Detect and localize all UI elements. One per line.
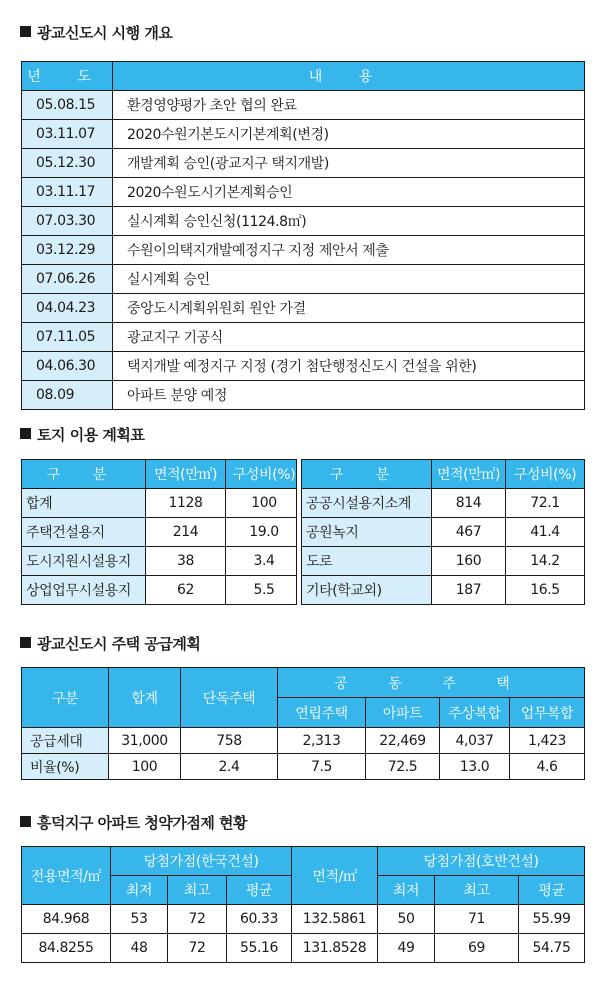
square-bullet-icon (20, 428, 31, 439)
apartment-score: 54.75 (519, 934, 585, 963)
housing-value: 4.6 (510, 754, 585, 780)
apartment-header-area2: 면적/㎡ (292, 847, 378, 905)
landuse-row (22, 518, 303, 547)
history-row (22, 323, 585, 352)
housing-value: 72.5 (366, 754, 440, 780)
square-bullet-icon (20, 816, 31, 827)
landuse-left-header-row (22, 460, 303, 489)
landuse-area: 160 (432, 547, 506, 576)
apartment-score: 55.16 (227, 934, 292, 963)
landuse-ratio: 14.2 (506, 547, 585, 576)
apartment-score: 69 (435, 934, 519, 963)
apartment-subheader: 최고 (168, 876, 227, 905)
history-date: 04.06.30 (22, 352, 113, 381)
apartment-section-title: 흥덕지구 아파트 청약가점제 현황 (20, 812, 247, 833)
apartment-score: 60.33 (227, 905, 292, 934)
history-row (22, 91, 585, 120)
apartment-score: 53 (111, 905, 168, 934)
history-header-row (22, 62, 585, 91)
history-date: 03.12.29 (22, 236, 113, 265)
landuse-table-right (301, 459, 585, 605)
square-bullet-icon (20, 26, 31, 37)
apartment-score: 72 (168, 934, 227, 963)
apartment-header-group1: 당첨가점(한국건설) (111, 847, 292, 876)
landuse-ratio: 3.4 (226, 547, 303, 576)
apartment-header-area1: 전용면적/㎡ (22, 847, 111, 905)
history-date: 08.09 (22, 381, 113, 410)
history-header-content: 내 용 (113, 62, 585, 91)
history-row (22, 178, 585, 207)
landuse-name: 공공시설용지소계 (302, 489, 432, 518)
apartment-subheader: 평균 (227, 876, 292, 905)
landuse-ratio: 16.5 (506, 576, 585, 605)
history-content: 2020수원도시기본계획승인 (113, 178, 585, 207)
landuse-section-title: 토지 이용 계획표 (20, 424, 144, 445)
history-date: 03.11.07 (22, 120, 113, 149)
landuse-header-category: 구 분 (22, 460, 146, 489)
housing-value: 2.4 (181, 754, 278, 780)
housing-value: 100 (109, 754, 181, 780)
landuse-name: 공원녹지 (302, 518, 432, 547)
history-date: 03.11.17 (22, 178, 113, 207)
history-table (21, 61, 585, 410)
landuse-row (302, 518, 585, 547)
history-header-year: 년 도 (22, 62, 113, 91)
housing-header-category: 구분 (22, 668, 109, 728)
housing-subheader: 아파트 (366, 698, 440, 728)
apartment-header-row (22, 847, 585, 876)
apartment-subheader: 최저 (378, 876, 435, 905)
history-content: 실시계획 승인신청(1124.8㎡) (113, 207, 585, 236)
landuse-header-area: 면적(만㎡) (432, 460, 506, 489)
history-row (22, 149, 585, 178)
history-content: 중앙도시계획위원회 원안 가결 (113, 294, 585, 323)
history-row (22, 265, 585, 294)
housing-value: 22,469 (366, 728, 440, 754)
history-date: 05.08.15 (22, 91, 113, 120)
landuse-name: 도로 (302, 547, 432, 576)
housing-header-apartment-group: 공 동 주 택 (278, 668, 585, 698)
landuse-name: 주택건설용지 (22, 518, 146, 547)
apartment-row (22, 905, 585, 934)
housing-header-detached: 단독주택 (181, 668, 278, 728)
history-date: 05.12.30 (22, 149, 113, 178)
apartment-area1: 84.8255 (22, 934, 111, 963)
housing-row-label: 공급세대 (22, 728, 109, 754)
apartment-score: 72 (168, 905, 227, 934)
housing-subheader: 업무복합 (510, 698, 585, 728)
history-content: 2020수원기본도시기본계획(변경) (113, 120, 585, 149)
housing-subheader: 연립주택 (278, 698, 366, 728)
history-content: 실시계획 승인 (113, 265, 585, 294)
history-date: 04.04.23 (22, 294, 113, 323)
apartment-header-group2: 당첨가점(호반건설) (378, 847, 585, 876)
apartment-subheader: 평균 (519, 876, 585, 905)
landuse-ratio: 41.4 (506, 518, 585, 547)
landuse-ratio: 19.0 (226, 518, 303, 547)
landuse-name: 합계 (22, 489, 146, 518)
apartment-subheader: 최저 (111, 876, 168, 905)
history-content: 개발계획 승인(광교지구 택지개발) (113, 149, 585, 178)
landuse-ratio: 72.1 (506, 489, 585, 518)
history-row (22, 381, 585, 410)
history-content: 택지개발 예정지구 지정 (경기 첨단행정신도시 건설을 위한) (113, 352, 585, 381)
housing-value: 1,423 (510, 728, 585, 754)
apartment-table (21, 846, 585, 963)
apartment-score: 49 (378, 934, 435, 963)
landuse-area: 467 (432, 518, 506, 547)
history-date: 07.03.30 (22, 207, 113, 236)
housing-section-title: 광교신도시 주택 공급계획 (20, 633, 200, 654)
landuse-area: 62 (146, 576, 226, 605)
apartment-area2: 132.5861 (292, 905, 378, 934)
housing-subheader: 주상복합 (440, 698, 510, 728)
landuse-name: 도시지원시설용지 (22, 547, 146, 576)
apartment-score: 55.99 (519, 905, 585, 934)
landuse-row (302, 489, 585, 518)
housing-value: 31,000 (109, 728, 181, 754)
history-row (22, 352, 585, 381)
square-bullet-icon (20, 637, 31, 648)
history-row (22, 236, 585, 265)
apartment-row (22, 934, 585, 963)
housing-row-label: 비율(%) (22, 754, 109, 780)
history-row (22, 120, 585, 149)
landuse-right-header-row (302, 460, 585, 489)
housing-header-total: 합계 (109, 668, 181, 728)
landuse-area: 214 (146, 518, 226, 547)
landuse-row (22, 547, 303, 576)
landuse-header-ratio: 구성비(%) (506, 460, 585, 489)
landuse-row (22, 576, 303, 605)
landuse-row (22, 489, 303, 518)
landuse-header-ratio: 구성비(%) (226, 460, 303, 489)
landuse-row (302, 547, 585, 576)
housing-value: 7.5 (278, 754, 366, 780)
apartment-score: 48 (111, 934, 168, 963)
landuse-row (302, 576, 585, 605)
housing-value: 4,037 (440, 728, 510, 754)
landuse-header-category: 구 분 (302, 460, 432, 489)
history-row (22, 207, 585, 236)
apartment-score: 71 (435, 905, 519, 934)
history-content: 환경영양평가 초안 협의 완료 (113, 91, 585, 120)
landuse-header-area: 면적(만㎡) (146, 460, 226, 489)
history-content: 수원이의택지개발예정지구 지정 제안서 제출 (113, 236, 585, 265)
apartment-score: 50 (378, 905, 435, 934)
housing-row (22, 754, 585, 780)
landuse-ratio: 100 (226, 489, 303, 518)
housing-row (22, 728, 585, 754)
landuse-table-left (21, 459, 303, 605)
housing-value: 2,313 (278, 728, 366, 754)
landuse-area: 1128 (146, 489, 226, 518)
apartment-area2: 131.8528 (292, 934, 378, 963)
history-date: 07.06.26 (22, 265, 113, 294)
apartment-area1: 84.968 (22, 905, 111, 934)
landuse-area: 814 (432, 489, 506, 518)
landuse-area: 38 (146, 547, 226, 576)
landuse-area: 187 (432, 576, 506, 605)
housing-value: 13.0 (440, 754, 510, 780)
history-content: 광교지구 기공식 (113, 323, 585, 352)
apartment-subheader: 최고 (435, 876, 519, 905)
landuse-ratio: 5.5 (226, 576, 303, 605)
history-section-title: 광교신도시 시행 개요 (20, 22, 172, 43)
landuse-name: 기타(학교외) (302, 576, 432, 605)
housing-header-row (22, 668, 585, 698)
landuse-name: 상업업무시설용지 (22, 576, 146, 605)
housing-value: 758 (181, 728, 278, 754)
history-date: 07.11.05 (22, 323, 113, 352)
housing-table (21, 667, 585, 780)
history-row (22, 294, 585, 323)
history-content: 아파트 분양 예정 (113, 381, 585, 410)
